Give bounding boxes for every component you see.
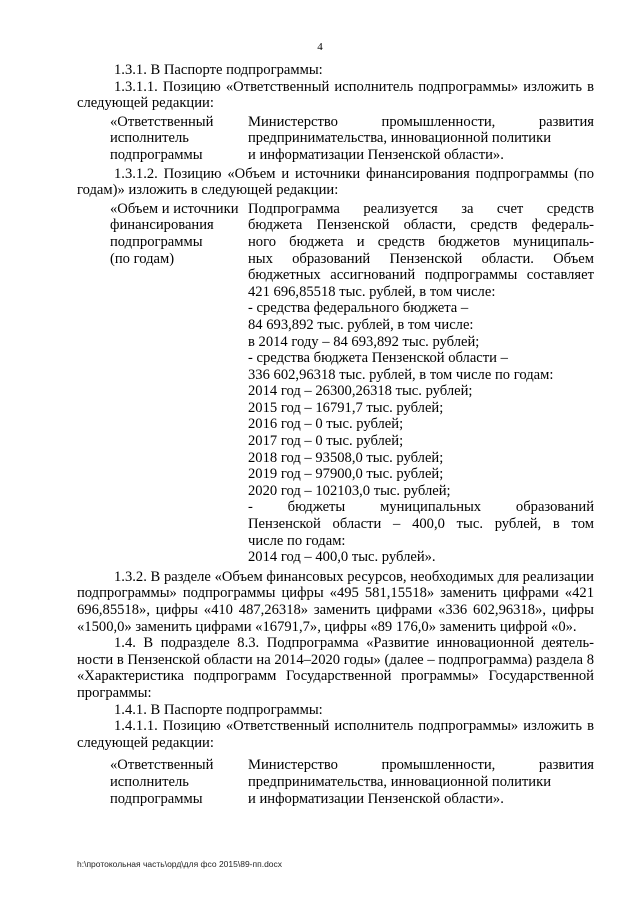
table-right-line: Министерство промышленности, развития [248, 113, 594, 130]
table-right-line: 2016 год – 0 тыс. рублей; [248, 416, 404, 433]
table-right-line: Пензенской области – 400,0 тыс. рублей, в том [248, 516, 594, 533]
table-left-line: «Ответственный [110, 113, 214, 130]
paragraph-1-3-1-2: 1.3.1.2. Позицию «Объем и источники финансирования подпрограммы (по годам)» изложить в следующей редакции: [77, 165, 594, 199]
paragraph-1-4-1-1: 1.4.1.1. Позицию «Ответственный исполнитель подпрограммы» изложить в следующей редакции: [77, 718, 594, 751]
table-right-line: ных образований Пензенской области. Объем [248, 250, 594, 267]
table-right-line: 2020 год – 102103,0 тыс. рублей; [248, 482, 451, 499]
table-right-line: 2018 год – 93508,0 тыс. рублей; [248, 449, 444, 466]
table-left-line: исполнитель [110, 130, 189, 147]
document-body [77, 62, 594, 809]
table-right-line: предпринимательства, инновационной политики [248, 130, 551, 147]
table-right-line: - средства бюджета Пензенской области – [248, 350, 508, 367]
paragraph-1-3-1: 1.3.1. В Паспорте подпрограммы: [114, 62, 323, 78]
table-right-line: 84 693,892 тыс. рублей, в том числе: [248, 316, 474, 333]
table-right-line: предпринимательства, инновационной политики [248, 773, 551, 790]
file-path-footer: h:\протокольная часть\орд\для фсо 2015\89-пп.docx [77, 859, 283, 869]
paragraph-1-3-1-1: 1.3.1.1. Позицию «Ответственный исполнитель подпрограммы» изложить в следующей редакции: [77, 78, 594, 112]
table-responsible-executor-2 [110, 757, 594, 807]
paragraph-1-4: 1.4. В подразделе 8.3. Подпрограмма «Развитие инновационной деятель-ности в Пензенской области на 2014–2020 годы» (далее – подпрограмма) раздела 8 «Характеристика подпрограмм Государственной программы» Государственной программы: [77, 635, 594, 701]
table-left-line: подпрограммы [110, 790, 203, 807]
table-right-line: 2019 год – 97900,0 тыс. рублей; [248, 466, 444, 483]
table-right-line: числе по годам: [248, 532, 346, 549]
table-right-line: - бюджеты муниципальных образований [248, 499, 594, 516]
table-right-line: бюджета Пензенской области, средств федераль- [248, 217, 594, 234]
table-right-line: и информатизации Пензенской области». [248, 146, 504, 163]
table-left-line: подпрограммы [110, 146, 203, 163]
table-right-line: - средства федерального бюджета – [248, 300, 469, 317]
table-right-line: и информатизации Пензенской области». [248, 790, 504, 807]
table-right-line: Подпрограмма реализуется за счет средств [248, 200, 594, 217]
table-right-cell [248, 114, 594, 164]
table-right-line: 336 602,96318 тыс. рублей, в том числе по годам: [248, 366, 554, 383]
table-right-line: 421 696,85518 тыс. рублей, в том числе: [248, 283, 496, 300]
table-financing-sources [110, 201, 594, 566]
paragraph-1-4-1: 1.4.1. В Паспорте подпрограммы: [114, 701, 323, 718]
table-right-line: 2015 год – 16791,7 тыс. рублей; [248, 399, 444, 416]
table-right-line: бюджетных ассигнований подпрограммы составляет [248, 267, 594, 284]
table-right-line: 2017 год – 0 тыс. рублей; [248, 433, 404, 450]
page-number: 4 [317, 41, 323, 53]
table-right-cell [248, 757, 594, 807]
table-left-line: «Объем и источники [110, 200, 239, 217]
table-left-cell [110, 757, 248, 807]
table-right-line: ного бюджета и средств бюджетов муниципаль- [248, 233, 594, 250]
paragraph-1-3-2: 1.3.2. В разделе «Объем финансовых ресурсов, необходимых для реализации подпрограммы» подпрограммы цифры «495 581,15518» заменить цифрами «421 696,85518», цифры «410 487,26318» заменить цифрами «336 602,96318», цифры «1500,0» заменить цифрами «16791,7», цифры «89 176,0» заменить цифрой «0». [77, 568, 594, 635]
table-left-line: (по годам) [110, 250, 175, 267]
table-left-line: исполнитель [110, 773, 189, 790]
table-right-cell [248, 201, 594, 566]
table-left-line: «Ответственный [110, 757, 214, 774]
table-right-line: 2014 год – 26300,26318 тыс. рублей; [248, 383, 473, 400]
table-left-line: подпрограммы [110, 233, 203, 250]
table-right-line: 2014 год – 400,0 тыс. рублей». [248, 549, 436, 566]
table-right-line: Министерство промышленности, развития [248, 757, 594, 774]
table-right-line: в 2014 году – 84 693,892 тыс. рублей; [248, 333, 480, 350]
table-left-cell [110, 201, 248, 566]
table-left-cell [110, 114, 248, 164]
table-responsible-executor-1 [110, 114, 594, 164]
table-left-line: финансирования [110, 217, 214, 234]
